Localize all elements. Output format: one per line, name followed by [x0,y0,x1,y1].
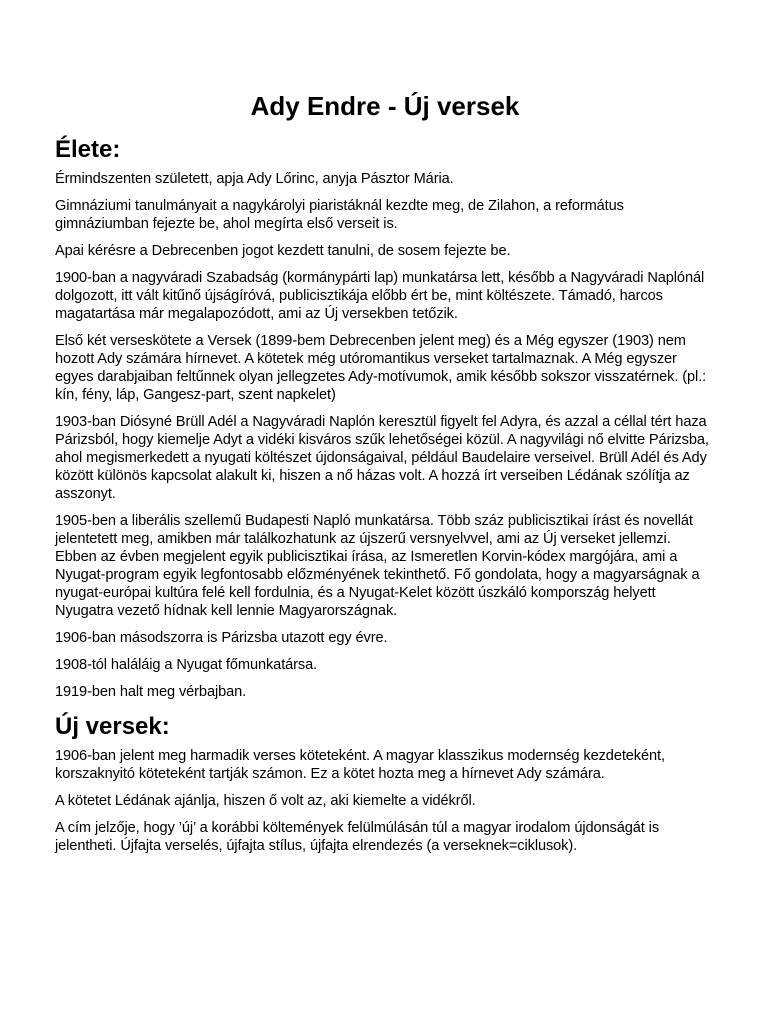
paragraph: 1906-ban másodszorra is Párizsba utazott egy évre. [55,630,388,646]
paragraph: 1903-ban Diósyné Brüll Adél a Nagyváradi Naplón keresztül figyelt fel Adyra, és azzal a céllal tért haza Párizsból, hogy kiemelje Adyt a vidéki kisváros szűk lehetőségei közül. A nagyvilági nő elvitte Párizsba, ahol megismerkedett a nyugati költészet újdonságaival, például Baudelaire verseivel. Brüll Adél és Ady között különös kapcsolat alakult ki, hiszen a nő házas volt. A hozzá írt verseiben Lédának szólítja az asszonyt. [55,414,709,502]
paragraph: 1919-ben halt meg vérbajban. [55,684,247,700]
paragraph: Első két verseskötete a Versek (1899-bem Debrecenben jelent meg) és a Még egyszer (1903) nem hozott Ady számára hírnevet. A kötetek még utóromantikus verseket tartalmaznak. A Még egyszer egyes darabjaiban feltűnnek olyan jellegzetes Ady-motívumok, amik később sokszor visszatérnek. (pl.: kín, fény, láp, Gangesz-part, szent napkelet) [55,333,707,403]
document-title: Ady Endre - Új versek [250,91,520,121]
paragraph: Érmindszenten született, apja Ady Lőrinc, anyja Pásztor Mária. [55,171,454,187]
section-uj-versek [55,712,715,855]
paragraph: Apai kérésre a Debrecenben jogot kezdett tanulni, de sosem fejezte be. [55,243,511,259]
document-page [55,88,715,855]
paragraph: 1906-ban jelent meg harmadik verses köteteként. A magyar klasszikus modernség kezdeteként, korszaknyitó köteteként tartják számon. Ez a kötet hozta meg a hírnevet Ady számára. [55,748,665,782]
paragraph: 1908-tól haláláig a Nyugat főmunkatársa. [55,657,318,673]
section-elete [55,135,715,701]
paragraph: 1905-ben a liberális szellemű Budapesti Napló munkatársa. Több száz publicisztikai írást és novellát jelentetett meg, amikben már találkozhatunk az újszerű versnyelvvel, ami az Új verseket jellemzi. Ebben az évben megjelent egyik publicisztikai írása, az Ismeretlen Korvin-kódex margójára, ami a Nyugat-program egyik legfontosabb előzményének tekinthető. Fő gondolata, hogy a magyarságnak a nyugat-európai kultúra felé kell fordulnia, és a Nyugat-Kelet között úszkáló kompország helyett Nyugatra vezető hídnak kell lennie Magyarországnak. [55,513,700,619]
paragraph: Gimnáziumi tanulmányait a nagykárolyi piaristáknál kezdte meg, de Zilahon, a református gimnáziumban fejezte be, ahol megírta első verseit is. [55,198,624,232]
section-heading-uj-versek: Új versek: [55,713,170,740]
section-heading-elete: Élete: [55,136,121,163]
paragraph: A cím jelzője, hogy ’új’ a korábbi költemények felülmúlásán túl a magyar irodalom újdonságát is jelentheti. Újfajta verselés, újfajta stílus, újfajta elrendezés (a verseknek=ciklusok). [55,820,660,854]
paragraph: A kötetet Lédának ajánlja, hiszen ő volt az, aki kiemelte a vidékről. [55,793,476,809]
paragraph: 1900-ban a nagyváradi Szabadság (kormánypárti lap) munkatársa lett, később a Nagyváradi Naplónál dolgozott, itt vált kitűnő újságíróvá, publicisztikája előbb ért be, mint költészete. Támadó, harcos magatartása már megalapozódott, ami az Új versekben tetőzik. [55,270,705,322]
